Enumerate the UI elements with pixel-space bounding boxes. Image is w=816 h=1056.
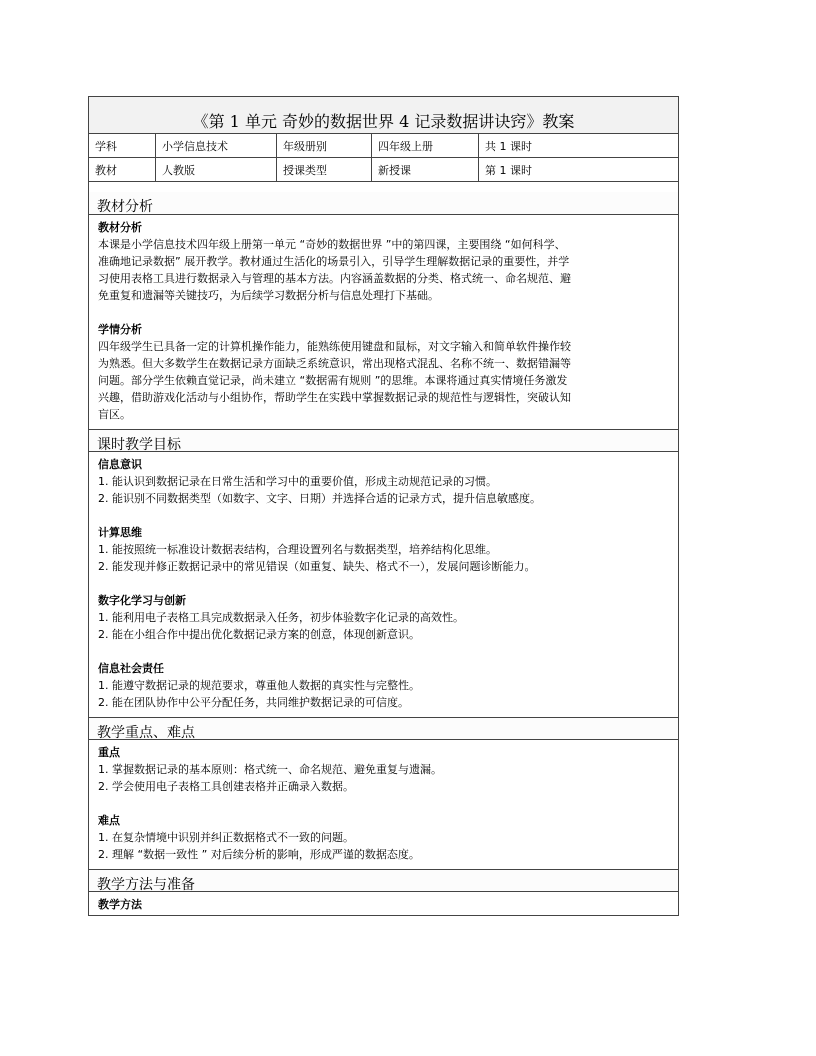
- info-cell: 学科: [89, 134, 156, 157]
- info-cell: 第 1 课时: [485, 164, 532, 177]
- list-item: 1. 能按照统一标准设计数据表结构，合理设置列名与数据类型，培养结构化思维。: [98, 543, 497, 556]
- paragraph-line: 准确地记录数据” 展开教学。教材通过生活化的场景引入，引导学生理解数据记录的重要性，并学: [98, 255, 570, 268]
- section-heading-goals: 课时教学目标: [89, 429, 678, 452]
- subheading: 信息意识: [98, 458, 142, 471]
- paragraph-line: 四年级学生已具备一定的计算机操作能力，能熟练使用键盘和鼠标，对文字输入和简单软件操作较: [98, 340, 571, 353]
- paragraph-line: 本课是小学信息技术四年级上册第一单元 “奇妙的数据世界 ”中的第四课，主要围绕 “如何科学、: [98, 238, 566, 251]
- section-heading-key-points: 教学重点、难点: [89, 717, 678, 740]
- info-cell: 年级册别: [277, 134, 372, 157]
- list-item: 1. 能遵守数据记录的规范要求，尊重他人数据的真实性与完整性。: [98, 679, 420, 692]
- section-heading-methods: 教学方法与准备: [89, 869, 678, 892]
- subheading: 计算思维: [98, 526, 142, 539]
- list-item: 2. 能在小组合作中提出优化数据记录方案的创意，体现创新意识。: [98, 628, 420, 641]
- paragraph-line: 盲区。: [98, 408, 131, 421]
- list-item: 1. 掌握数据记录的基本原则：格式统一、命名规范、避免重复与遗漏。: [98, 763, 442, 776]
- list-item: 1. 能认识到数据记录在日常生活和学习中的重要价值，形成主动规范记录的习惯。: [98, 475, 497, 488]
- subheading: 数字化学习与创新: [98, 594, 186, 607]
- list-item: 2. 能识别不同数据类型（如数字、文字、日期）并选择合适的记录方式，提升信息敏感度。: [98, 492, 541, 505]
- info-row-1: [89, 134, 678, 158]
- section-body-methods: [89, 892, 678, 915]
- list-item: 2. 学会使用电子表格工具创建表格并正确录入数据。: [98, 780, 354, 793]
- info-cell: 授课类型: [277, 158, 372, 181]
- list-item: 2. 理解 “数据一致性 ” 对后续分析的影响，形成严谨的数据态度。: [98, 848, 420, 861]
- list-item: 1. 能利用电子表格工具完成数据录入任务，初步体验数字化记录的高效性。: [98, 611, 464, 624]
- section-heading-analysis: 教材分析: [89, 192, 678, 215]
- info-cell: 共 1 课时: [485, 140, 532, 153]
- list-item: 2. 能发现并修正数据记录中的常见错误（如重复、缺失、格式不一），发展问题诊断能力。: [98, 560, 536, 573]
- section-body-analysis: [89, 215, 678, 423]
- paragraph-line: 为熟悉。但大多数学生在数据记录方面缺乏系统意识，常出现格式混乱、名称不统一、数据错漏等: [98, 357, 571, 370]
- info-cell: 教材: [89, 158, 156, 181]
- list-item: 2. 能在团队协作中公平分配任务，共同维护数据记录的可信度。: [98, 696, 409, 709]
- subheading: 重点: [98, 746, 120, 759]
- info-row-2: [89, 158, 678, 182]
- lesson-plan-document: [88, 96, 679, 916]
- section-body-key-points: [89, 740, 678, 863]
- subheading: 教学方法: [98, 898, 142, 911]
- list-item: 1. 在复杂情境中识别并纠正数据格式不一致的问题。: [98, 831, 354, 844]
- info-cell: 小学信息技术: [156, 134, 277, 157]
- info-cell: 四年级上册: [372, 134, 479, 157]
- info-cell: 新授课: [372, 158, 479, 181]
- paragraph-line: 问题。部分学生依赖直觉记录，尚未建立 “数据需有规则 ”的思维。本课将通过真实情境任务激发: [98, 374, 568, 387]
- info-cell: 人教版: [156, 158, 277, 181]
- paragraph-line: 习使用表格工具进行数据录入与管理的基本方法。内容涵盖数据的分类、格式统一、命名规范、避: [98, 272, 571, 285]
- section-body-goals: [89, 452, 678, 711]
- paragraph-line: 免重复和遗漏等关键技巧，为后续学习数据分析与信息处理打下基础。: [98, 289, 439, 302]
- document-title: 《第 1 单元 奇妙的数据世界 4 记录数据讲诀窍》教案: [89, 97, 678, 134]
- subheading: 学情分析: [98, 323, 142, 336]
- subheading: 信息社会责任: [98, 662, 164, 675]
- paragraph-line: 兴趣，借助游戏化活动与小组协作，帮助学生在实践中掌握数据记录的规范性与逻辑性，突破认知: [98, 391, 571, 404]
- subheading: 教材分析: [98, 221, 142, 234]
- subheading: 难点: [98, 814, 120, 827]
